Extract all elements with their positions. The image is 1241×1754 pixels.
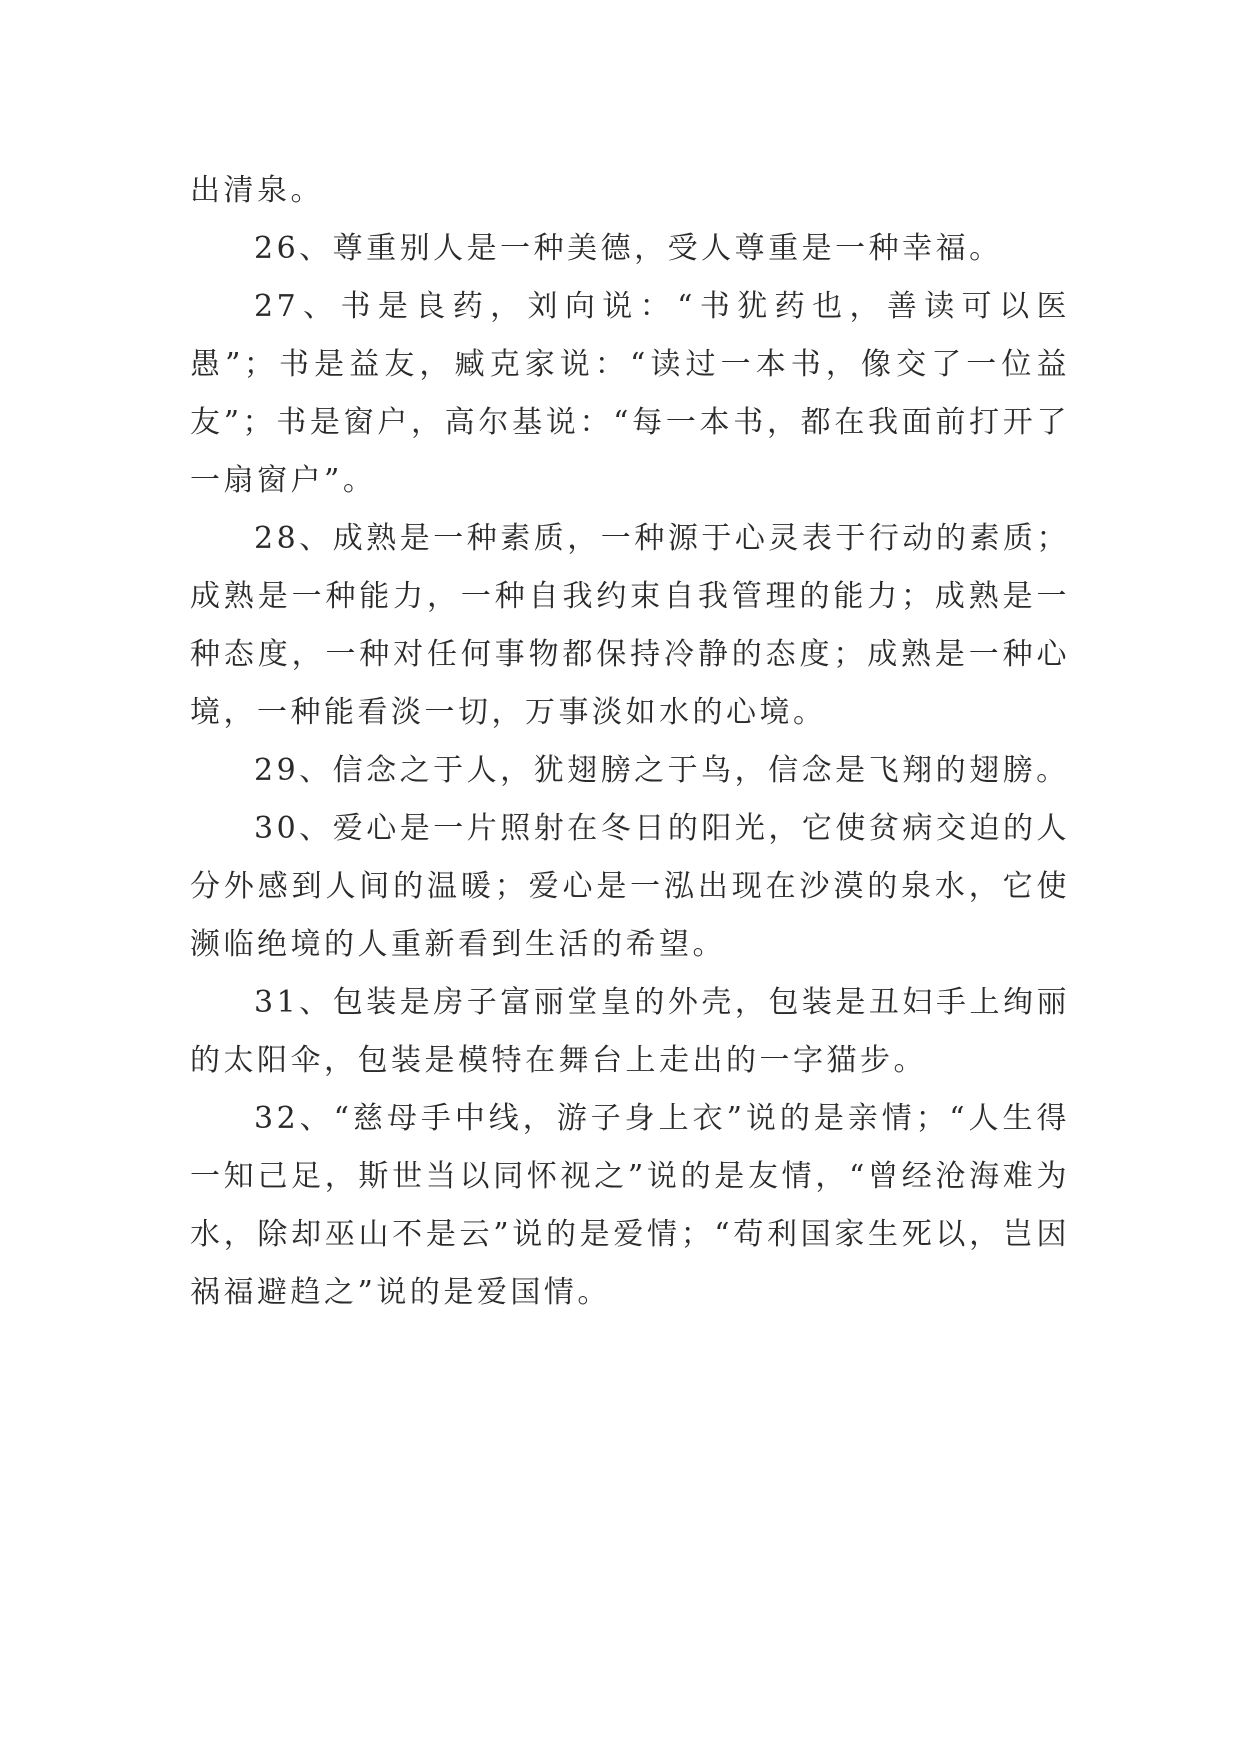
paragraph-29: 29、信念之于人，犹翅膀之于鸟，信念是飞翔的翅膀。 [254, 753, 1070, 788]
paragraph-28: 28、成熟是一种素质，一种源于心灵表于行动的素质；成熟是一种能力，一种自我约束自我管理的能力；成熟是一种态度，一种对任何事物都保持冷静的态度；成熟是一种心境，一种能看淡一切，万事淡如水的心境。 [190, 521, 1070, 730]
paragraph-25-tail: 出清泉。 [190, 173, 324, 208]
paragraph-32: 32、“慈母手中线，游子身上衣”说的是亲情；“人生得一知己足，斯世当以同怀视之”说的是友情，“曾经沧海难为水，除却巫山不是云”说的是爱情；“苟利国家生死以，岂因祸福避趋之”说的是爱国情。 [190, 1101, 1070, 1310]
paragraph-26: 26、尊重别人是一种美德，受人尊重是一种幸福。 [254, 231, 1003, 266]
document-body [190, 162, 1070, 1322]
paragraph-31: 31、包装是房子富丽堂皇的外壳，包装是丑妇手上绚丽的太阳伞，包装是模特在舞台上走出的一字猫步。 [190, 985, 1070, 1078]
paragraph-30: 30、爱心是一片照射在冬日的阳光，它使贫病交迫的人分外感到人间的温暖；爱心是一泓出现在沙漠的泉水，它使濒临绝境的人重新看到生活的希望。 [190, 811, 1070, 962]
paragraph-27: 27、书是良药，刘向说：“书犹药也，善读可以医愚”；书是益友，臧克家说：“读过一本书，像交了一位益友”；书是窗户，高尔基说：“每一本书，都在我面前打开了一扇窗户”。 [190, 289, 1070, 498]
